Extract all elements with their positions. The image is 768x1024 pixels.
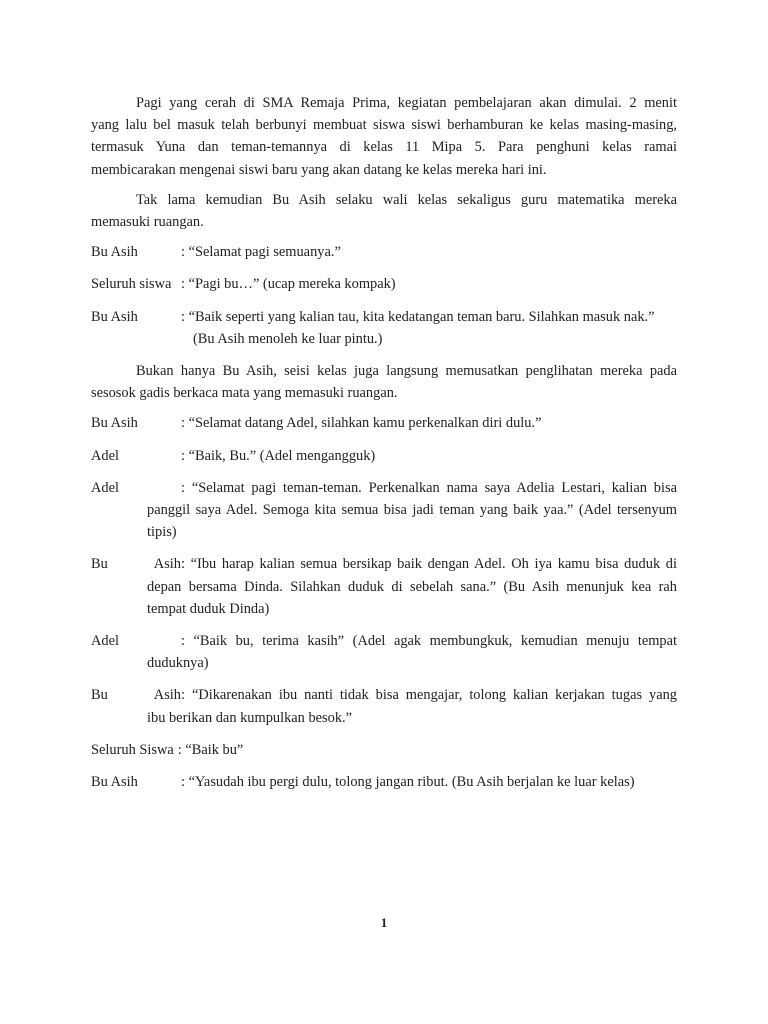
- dialog-text: : “Baik seperti yang kalian tau, kita kedatangan teman baru. Silahkan masuk nak.”: [181, 308, 655, 325]
- dialog-first-line: [91, 477, 677, 499]
- speaker-name: Bu Asih: [91, 556, 181, 573]
- dialog-block-a: [91, 241, 677, 350]
- speaker-name: Adel: [91, 633, 119, 650]
- text-line: yang lalu bel masuk telah berbunyi membuat siswa siswi berhamburan ke kelas masing-masing,: [91, 117, 677, 134]
- speaker-name: Bu Asih: [91, 308, 138, 325]
- speaker-name: Bu Asih: [91, 687, 181, 704]
- page-number: 1: [380, 915, 388, 930]
- dialog-line: [91, 412, 677, 434]
- dialog-text: : “Baik, Bu.” (Adel mengangguk): [181, 447, 376, 464]
- dialog-line: [91, 684, 677, 728]
- paragraph-opening: [91, 92, 677, 181]
- dialog-text: : “Selamat pagi teman-teman. Perkenalkan nama saya Adelia Lestari, kalian bisa: [181, 479, 677, 496]
- text-line: sesosok gadis berkaca mata yang memasuki ruangan.: [91, 385, 398, 402]
- dialog-continuation: (Bu Asih menoleh ke luar pintu.): [193, 330, 383, 347]
- dialog-line: [91, 477, 677, 544]
- document-body: [91, 92, 677, 803]
- dialog-continuation: panggil saya Adel. Semoga kita semua bisa jadi teman yang baik yaa.” (Adel tersenyum: [147, 502, 677, 519]
- dialog-text: : “Yasudah ibu pergi dulu, tolong jangan ribut. (Bu Asih berjalan ke luar kelas): [181, 774, 635, 791]
- dialog-line: [91, 771, 677, 793]
- text-line: Pagi yang cerah di SMA Remaja Prima, kegiatan pembelajaran akan dimulai. 2 menit: [136, 95, 677, 111]
- dialog-text: : “Baik bu, terima kasih” (Adel agak membungkuk, kemudian menuju tempat: [181, 633, 677, 650]
- dialog-first-line: [91, 684, 677, 706]
- dialog-line: [91, 553, 677, 620]
- speaker-name: Seluruh siswa: [91, 276, 172, 293]
- dialog-continuation: ibu berikan dan kumpulkan besok.”: [147, 709, 353, 726]
- text-line: Bukan hanya Bu Asih, seisi kelas juga langsung memusatkan penglihatan mereka pada: [136, 363, 677, 380]
- dialog-continuation: depan bersama Dinda. Silahkan duduk di sebelah sana.” (Bu Asih menunjuk kea rah: [147, 578, 677, 595]
- speaker-name: Adel: [91, 479, 119, 496]
- text-line: termasuk Yuna dan teman-temannya di kelas 11 Mipa 5. Para penghuni kelas ramai: [91, 139, 677, 156]
- speaker-name: Adel: [91, 447, 119, 464]
- dialog-first-line: [91, 553, 677, 575]
- paragraph-teacher-enters: [91, 189, 677, 233]
- dialog-text: : “Dikarenakan ibu nanti tidak bisa mengajar, tolong kalian kerjakan tugas yang: [181, 687, 677, 704]
- dialog-block-b: [91, 412, 677, 793]
- text-line: Tak lama kemudian Bu Asih selaku wali kelas sekaligus guru matematika mereka: [136, 191, 677, 208]
- text-line: membicarakan mengenai siswi baru yang akan datang ke kelas mereka hari ini.: [91, 161, 547, 178]
- speaker-name: Seluruh Siswa: [91, 741, 174, 758]
- dialog-text: : “Selamat datang Adel, silahkan kamu perkenalkan diri dulu.”: [181, 415, 542, 432]
- dialog-text: : “Pagi bu…” (ucap mereka kompak): [181, 276, 396, 293]
- speaker-name: Bu Asih: [91, 244, 138, 261]
- dialog-line: [91, 739, 677, 761]
- dialog-line: [91, 241, 677, 263]
- dialog-line: [91, 273, 677, 295]
- dialog-text: : “Baik bu”: [177, 741, 244, 758]
- speaker-name: Bu Asih: [91, 415, 138, 432]
- speaker-name: Bu Asih: [91, 774, 138, 791]
- dialog-line: [91, 445, 677, 467]
- dialog-continuation: tipis): [147, 524, 177, 541]
- dialog-line: [91, 630, 677, 674]
- paragraph-class-attention: [91, 360, 677, 404]
- dialog-line: [91, 306, 677, 350]
- dialog-continuation: tempat duduk Dinda): [147, 600, 270, 617]
- text-line: memasuki ruangan.: [91, 214, 204, 231]
- dialog-continuation: duduknya): [147, 655, 209, 672]
- dialog-text: : “Selamat pagi semuanya.”: [181, 244, 341, 261]
- dialog-text: : “Ibu harap kalian semua bersikap baik dengan Adel. Oh iya kamu bisa duduk di: [181, 556, 677, 573]
- dialog-first-line: [91, 630, 677, 652]
